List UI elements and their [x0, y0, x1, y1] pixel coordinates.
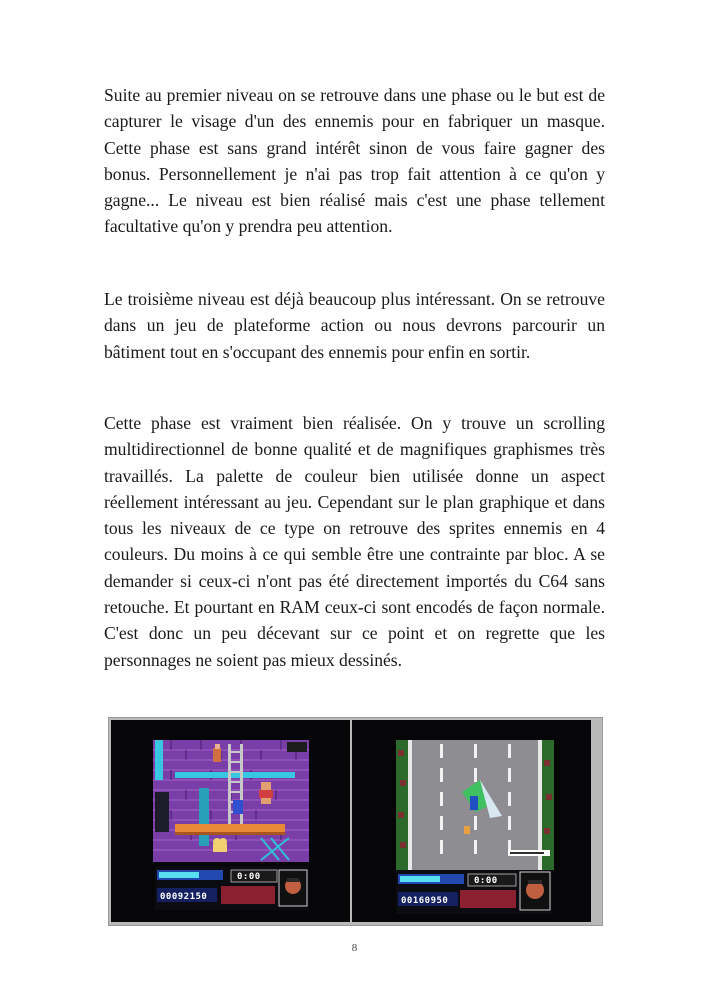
road-level-image: [352, 720, 591, 922]
left-score-readout: 00092150: [160, 892, 208, 902]
page-number: 8: [351, 942, 358, 954]
screenshot-road-level: [352, 720, 591, 922]
game-screenshots: [108, 717, 603, 926]
right-score-readout: 00160950: [401, 896, 449, 906]
paragraph-2: Le troisième niveau est déjà beaucoup plus intéressant. On se retrouve dans un jeu de plateforme action ou nous devrons parcourir un bâtiment tout en s'occupant des ennemis pour enfin en sortir.: [104, 289, 605, 362]
platform-level-image: [111, 720, 350, 922]
paragraph-3: Cette phase est vraiment bien réalisée. On y trouve un scrolling multidirectionnel de bonne qualité et de magnifiques graphismes très travaillés. La palette de couleur bien utilisée donne un aspect réellement intéressant au jeu. Cependant sur le plan graphique et dans tous les niveaux de ce type on retrouve des sprites ennemis en 4 couleurs. Du moins à ce qui semble être une contrainte par bloc. A se demander si ceux-ci n'ont pas été directement importés du C64 sans retouche. Et pourtant en RAM ceux-ci sont encodés de façon normale. C'est donc un peu décevant sur ce point et on regrette que les personnages ne soient pas mieux dessinés.: [104, 413, 605, 670]
left-timer-readout: 0:00: [237, 872, 261, 882]
paragraph-1: Suite au premier niveau on se retrouve dans une phase ou le but est de capturer le visage d'un des ennemis pour en fabriquer un masque. Cette phase est sans grand intérêt sinon de vous faire gagner des bonus. Personnellement je n'ai pas trop fait attention à ce qu'on y gagne... Le niveau est bien réalisé mais c'est une phase tellement facultative qu'on y prendra peu attention.: [104, 85, 605, 237]
right-timer-readout: 0:00: [474, 876, 498, 886]
screenshot-platform-level: [111, 720, 350, 922]
